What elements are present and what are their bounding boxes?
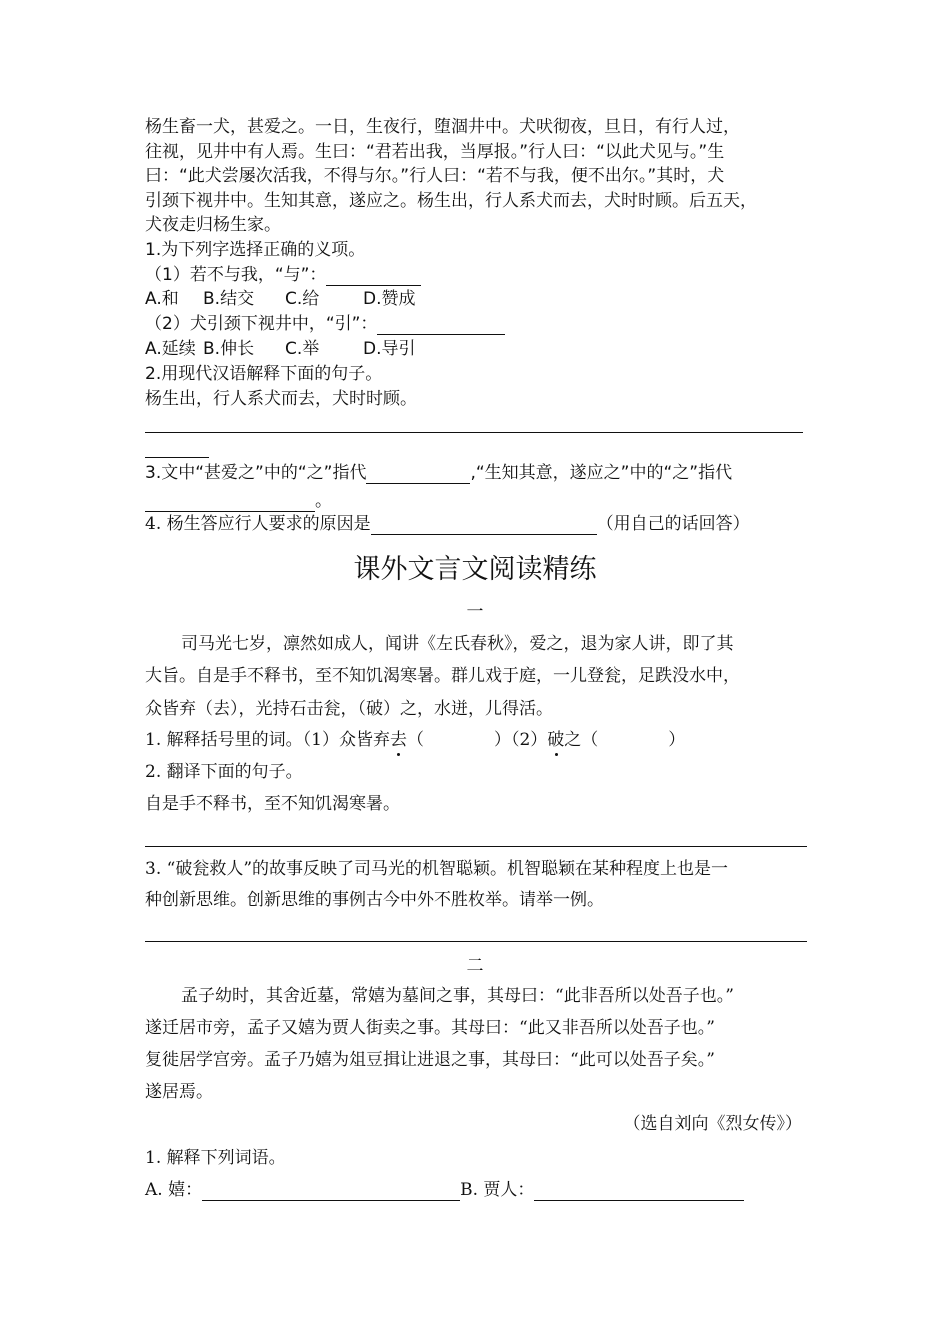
- section2-question-1-items: [145, 1179, 744, 1201]
- answer-blank[interactable]: [371, 516, 597, 535]
- passage-line: 众皆弃（去），光持石击瓮，（破）之，水迸，儿得活。: [145, 699, 553, 719]
- question-text: （2）: [510, 730, 548, 750]
- question-1-1: [145, 264, 421, 286]
- option: A.和: [145, 289, 179, 309]
- emphasized-word: 去: [389, 730, 407, 750]
- paren-close: ）: [668, 730, 686, 750]
- passage-line: 复徙居学宫旁。孟子乃嬉为俎豆揖让进退之事，其母曰：“此可以处吾子矣。”: [145, 1050, 715, 1070]
- option: D.赞成: [363, 289, 416, 309]
- options-1-1: [145, 288, 416, 310]
- paren-open: （: [581, 730, 599, 750]
- answer-blank[interactable]: [377, 316, 505, 335]
- paren-close: ）: [493, 730, 511, 750]
- passage-line: 司马光七岁，凛然如成人，闻讲《左氏春秋》，爱之，退为家人讲，即了其: [181, 634, 734, 654]
- item-a-label: A. 嬉：: [145, 1180, 203, 1200]
- section-number: 一: [466, 602, 484, 622]
- page-title: 课外文言文阅读精练: [353, 554, 597, 585]
- answer-blank[interactable]: [366, 465, 470, 484]
- option: A.延续: [145, 339, 196, 359]
- answer-line[interactable]: [145, 846, 807, 847]
- emphasized-word: 破: [547, 730, 565, 750]
- passage-line: 大旨。自是手不释书，至不知饥渴寒暑。群儿戏于庭，一儿登瓮，足跌没水中，: [145, 666, 740, 686]
- question-2: 2.用现代汉语解释下面的句子。: [145, 364, 383, 384]
- question-3-part-b: ,“生知其意，遂应之”中的“之”指代: [470, 463, 733, 483]
- question-1-2-label: （2）犬引颈下视井中，“引”：: [145, 314, 378, 334]
- passage-line: 遂居焉。: [145, 1082, 213, 1102]
- passage-line: 遂迁居市旁，孟子又嬉为贾人街卖之事。其母曰：“此又非吾所以处吾子也。”: [145, 1018, 715, 1038]
- passage-line: 引颈下视井中。生知其意，遂应之。杨生出，行人系犬而去，犬时时顾。后五天，: [145, 191, 757, 211]
- answer-line[interactable]: [145, 941, 807, 942]
- question-4-part-a: 4. 杨生答应行人要求的原因是: [145, 514, 371, 534]
- section-number: 二: [466, 956, 484, 976]
- source-citation: （选自刘向《烈女传》）: [623, 1114, 802, 1134]
- question-text: 1. 解释括号里的词。（1）众皆弃: [145, 730, 390, 750]
- question-text: 之: [564, 730, 582, 750]
- section2-question-1: 1. 解释下列词语。: [145, 1148, 286, 1168]
- passage-line: 曰：“此犬尝屡次活我，不得与尔。”行人曰：“若不与我，便不出尔。”其时，犬: [145, 166, 725, 186]
- question-4: [145, 513, 750, 535]
- question-1-2: [145, 313, 505, 335]
- option: C.举: [285, 339, 320, 359]
- option: D.导引: [363, 339, 416, 359]
- option: B.伸长: [203, 339, 255, 359]
- passage-line: 犬夜走归杨生家。: [145, 215, 281, 235]
- question-4-part-b: （用自己的话回答）: [596, 514, 750, 534]
- section1-question-3-line: 3. “破瓮救人”的故事反映了司马光的机智聪颖。机智聪颖在某种程度上也是一: [145, 859, 729, 879]
- answer-blank[interactable]: [202, 1182, 460, 1201]
- question-1-1-label: （1）若不与我，“与”：: [145, 265, 327, 285]
- question-3: [145, 462, 732, 484]
- passage-line: 杨生畜一犬，甚爱之。一日，生夜行，堕涸井中。犬吠彻夜，旦日，有行人过，: [145, 117, 740, 137]
- item-b-label: B. 贾人：: [460, 1180, 535, 1200]
- section1-question-2-sentence: 自是手不释书，至不知饥渴寒暑。: [145, 794, 400, 814]
- passage-line: 往视，见井中有人焉。生曰：“君若出我，当厚报。”行人曰：“以此犬见与。”生: [145, 142, 725, 162]
- options-1-2: [145, 338, 416, 360]
- question-3-cont: [145, 490, 332, 512]
- question-3-end: 。: [315, 491, 332, 511]
- section1-question-2: 2. 翻译下面的句子。: [145, 762, 303, 782]
- passage-line: 孟子幼时，其舍近墓，常嬉为墓间之事，其母曰：“此非吾所以处吾子也。”: [181, 986, 734, 1006]
- question-1: 1.为下列字选择正确的义项。: [145, 240, 366, 260]
- question-2-sentence: 杨生出，行人系犬而去，犬时时顾。: [145, 389, 417, 409]
- answer-blank[interactable]: [534, 1182, 744, 1201]
- answer-blank[interactable]: [145, 493, 315, 512]
- section1-question-1: [145, 729, 685, 751]
- section1-question-3-line: 种创新思维。创新思维的事例古今中外不胜枚举。请举一例。: [145, 890, 604, 910]
- question-3-part-a: 3.文中“甚爱之”中的“之”指代: [145, 463, 367, 483]
- answer-line[interactable]: [145, 432, 803, 433]
- answer-line[interactable]: [145, 457, 209, 458]
- paren-open: （: [406, 730, 424, 750]
- option: B.结交: [203, 289, 255, 309]
- option: C.给: [285, 289, 320, 309]
- answer-blank[interactable]: [326, 267, 421, 286]
